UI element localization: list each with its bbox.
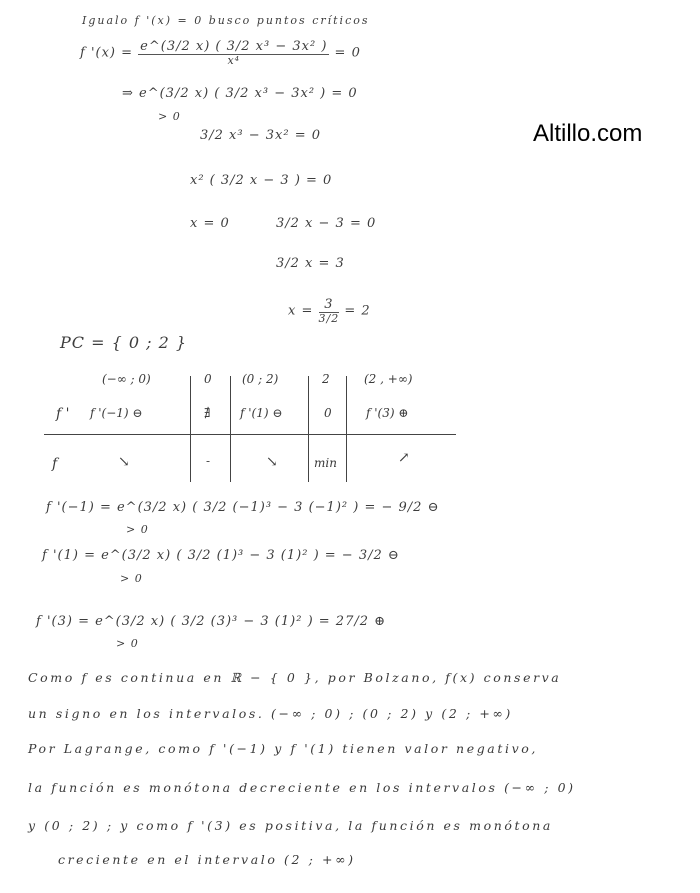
table-separator-1 [190,376,191,482]
deriv-l7-numerator: 3 [319,298,340,313]
deriv-l1-rhs: = 0 [334,45,361,61]
table-row1-cell-3: f '(1) ⊖ [240,406,283,420]
eval-2-note: > 0 [120,572,143,585]
paragraph-line-4: la función es monótona decreciente en los intervalos (−∞ ; 0) [28,780,576,795]
table-row1-label: f ' [56,406,70,422]
derivation-line-3: 3/2 x³ − 3x² = 0 [200,128,321,143]
deriv-l1-numerator: e^(3/2 x) ( 3/2 x³ − 3x² ) [140,39,328,54]
eval-3-lhs: f '(3) = e^(3/2 x) [36,614,166,629]
deriv-l1-denominator: x⁴ [227,53,241,67]
deriv-l7-denominator: 3/2 [318,311,340,325]
eval-1-sign: ⊖ [427,500,440,515]
table-row2-cell-2: - [206,454,211,468]
eval-1-lhs: f '(−1) = e^(3/2 x) [46,500,188,515]
paragraph-line-1: Como f es continua en ℝ − { 0 }, por Bolzano, f(x) conserva [28,670,562,685]
derivation-line-7 [288,298,371,324]
derivation-line-5b: 3/2 x − 3 = 0 [276,216,377,231]
table-row1-cell-5: f '(3) ⊕ [366,406,409,420]
eval-2-lhs: f '(1) = e^(3/2 x) [42,548,172,563]
deriv-l1-fraction [138,40,329,66]
table-row1-cell-1: f '(−1) ⊖ [90,406,143,420]
table-header-3: (0 ; 2) [242,372,279,386]
table-header-1: (−∞ ; 0) [102,372,151,386]
paragraph-line-3: Por Lagrange, como f '(−1) y f '(1) tienen valor negativo, [28,741,538,756]
table-row1-cell-2: ∄ [204,406,211,420]
table-row2-label: f [52,456,58,472]
deriv-l2-note: > 0 [158,110,181,123]
paragraph-line-5: y (0 ; 2) ; y como f '(3) es positiva, la función es monótona [28,818,553,833]
paragraph-line-6: creciente en el intervalo (2 ; +∞) [58,852,356,867]
table-separator-2 [230,376,231,482]
derivation-line-5a: x = 0 [190,216,230,231]
eval-1-expr: ( 3/2 (−1)³ − 3 (−1)² ) = − 9/2 [192,500,423,515]
derivation-line-1 [80,40,361,66]
table-row1-cell-4: 0 [324,406,332,420]
deriv-l7-lhs: x = [288,303,314,319]
deriv-l2-rest: ( 3/2 x³ − 3x² ) = 0 [214,86,358,101]
evaluation-1 [46,500,439,515]
deriv-l1-lhs: f '(x) = [80,45,134,61]
sign-table [44,372,456,484]
derivation-line-6: 3/2 x = 3 [276,256,345,271]
table-row2-cell-3: ↘ [266,454,278,470]
table-row2-cell-5: ↗ [398,450,410,466]
watermark: Altillo.com [533,120,643,147]
table-row2-cell-4: min [314,456,337,470]
deriv-l7-rhs: = 2 [344,303,371,319]
table-row2-cell-1: ↘ [118,454,130,470]
eval-3-note: > 0 [116,637,139,650]
derivation-line-2 [122,86,358,101]
critical-points: PC = { 0 ; 2 } [60,333,188,352]
deriv-l2-lhs: ⇒ e^(3/2 x) [122,86,210,101]
eval-2-expr: ( 3/2 (1)³ − 3 (1)² ) = − 3/2 [176,548,383,563]
paragraph-line-2: un signo en los intervalos. (−∞ ; 0) ; (0 ; 2) y (2 ; +∞) [28,706,513,721]
table-header-2: 0 [204,372,212,386]
evaluation-2 [42,548,400,563]
heading: Igualo f '(x) = 0 busco puntos críticos [82,14,370,27]
eval-2-sign: ⊖ [387,548,400,563]
deriv-l7-fraction [319,298,340,324]
table-separator-3 [308,376,309,482]
eval-3-expr: ( 3/2 (3)³ − 3 (1)² ) = 27/2 [170,614,369,629]
evaluation-3 [36,614,386,629]
table-header-4: 2 [322,372,330,386]
table-header-5: (2 , +∞) [364,372,413,386]
derivation-line-4: x² ( 3/2 x − 3 ) = 0 [190,173,333,188]
table-separator-4 [346,376,347,482]
table-divider [44,434,456,435]
eval-3-sign: ⊕ [374,614,387,629]
eval-1-note: > 0 [126,523,149,536]
